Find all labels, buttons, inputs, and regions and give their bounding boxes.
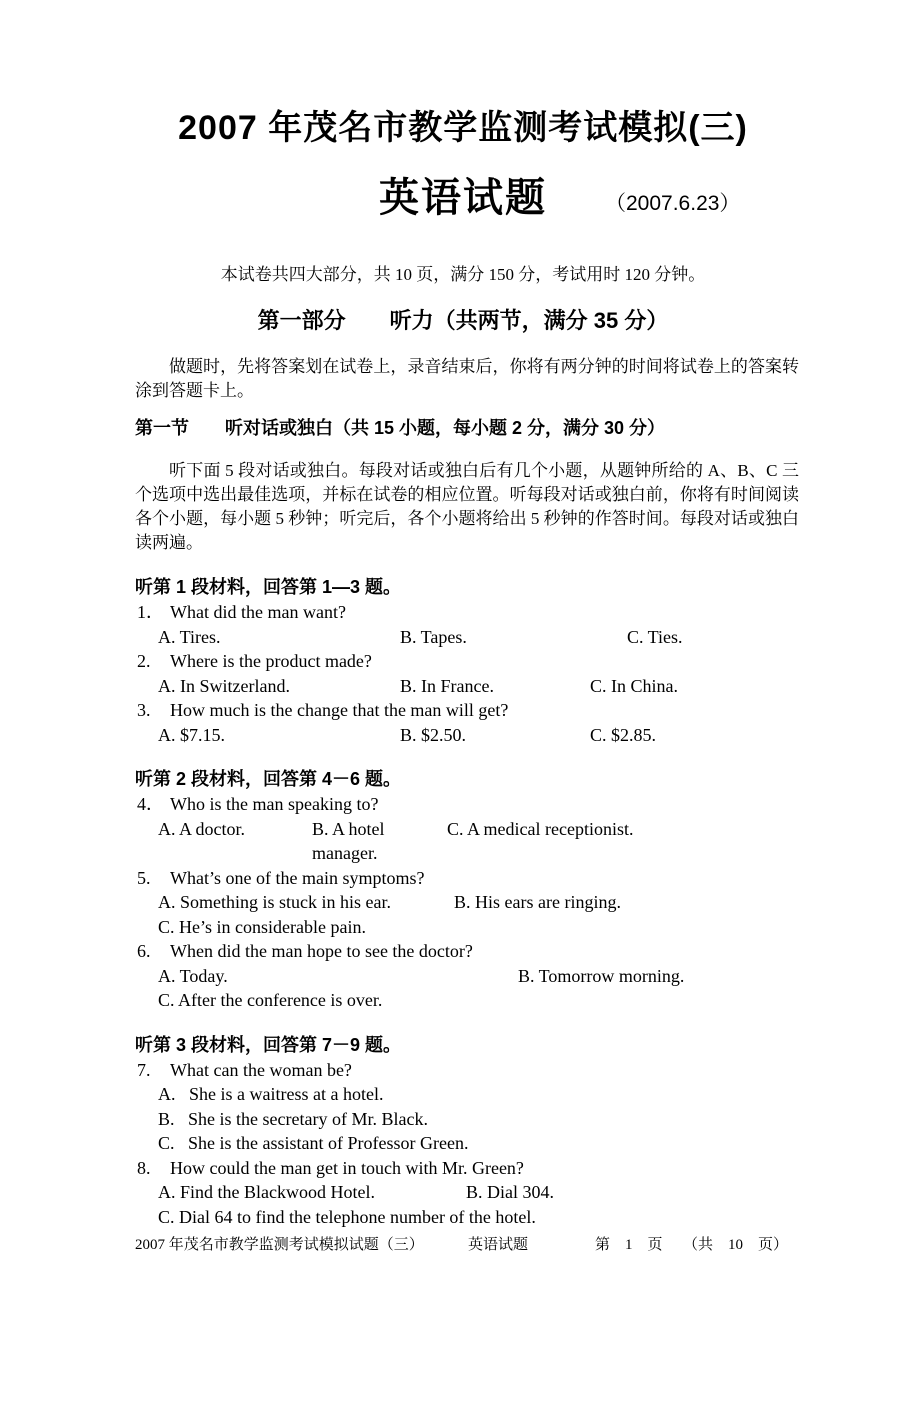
- option-item: A. Today.: [158, 965, 228, 986]
- option-item: C. Dial 64 to find the telephone number of the hotel.: [158, 1206, 536, 1227]
- option-item: A. A doctor.: [158, 818, 246, 839]
- question-row: [135, 792, 791, 817]
- option-item: A. Tires.: [158, 626, 221, 647]
- section1-instructions: 听下面 5 段对话或独白。每段对话或独白后有几个小题，从题钟所给的 A、B、C 三个选项中选出最佳选项，并标在试卷的相应位置。听每段对话或独白前，你将有时间阅读各个小题，每小题 5 秒钟；听完后，各个小题将给出 5 秒钟的作答时间。每段对话或独白读两遍。: [135, 461, 799, 553]
- material-group: [135, 574, 791, 747]
- question-text: How could the man get in touch with Mr. Green?: [170, 1157, 524, 1178]
- option-item: B. Tomorrow morning.: [518, 965, 685, 986]
- section1-heading: 第一节 听对话或独白（共 15 小题，每小题 2 分，满分 30 分）: [135, 418, 666, 439]
- option-row: [158, 890, 791, 915]
- option-item: C. $2.85.: [590, 724, 657, 745]
- option-item: B. His ears are ringing.: [454, 892, 621, 913]
- option-row: [158, 674, 791, 699]
- question-text: What did the man want?: [170, 602, 346, 623]
- exam-page: [0, 103, 920, 1405]
- option-row: [158, 817, 791, 866]
- question-row: [135, 866, 791, 891]
- question-number: 8.: [137, 1157, 151, 1178]
- option-row: [158, 964, 791, 989]
- question-text: Where is the product made?: [170, 651, 372, 672]
- exam-subtitle: 英语试题: [379, 176, 547, 220]
- part1-heading: 第一部分 听力（共两节，满分 35 分）: [257, 308, 669, 333]
- footer-page-number: 第 1 页: [595, 1237, 663, 1254]
- question-number: 7.: [137, 1059, 151, 1080]
- option-row: [158, 1180, 791, 1205]
- part1-instructions: 做题时，先将答案划在试卷上，录音结束后，你将有两分钟的时间将试卷上的答案转涂到答题卡上。: [135, 357, 799, 401]
- option-row: [158, 723, 791, 748]
- question-number: 3.: [137, 700, 151, 721]
- option-row: [158, 988, 791, 1013]
- option-item: C. Ties.: [627, 626, 683, 647]
- material-heading: 听第 2 段材料，回答第 4－6 题。: [135, 769, 402, 790]
- option-item: C. In China.: [590, 675, 678, 696]
- question-text: When did the man hope to see the doctor?: [170, 941, 473, 962]
- option-item: B. Dial 304.: [466, 1182, 554, 1203]
- material-group: [135, 1032, 791, 1230]
- option-row: [158, 1131, 791, 1156]
- question-text: What’s one of the main symptoms?: [170, 867, 425, 888]
- question-row: [135, 649, 791, 674]
- option-row: [158, 1205, 791, 1230]
- question-row: [135, 1058, 791, 1083]
- option-item: C. A medical receptionist.: [447, 818, 634, 839]
- question-number: 1．: [137, 602, 164, 623]
- question-text: Who is the man speaking to?: [170, 794, 379, 815]
- option-item: C. She is the assistant of Professor Green.: [158, 1133, 469, 1154]
- question-number: 5.: [137, 867, 151, 888]
- footer-page-total: （共 10 页）: [683, 1237, 789, 1254]
- option-item: A. Something is stuck in his ear.: [158, 892, 391, 913]
- option-item: C. He’s in considerable pain.: [158, 916, 366, 937]
- option-row: [158, 1107, 791, 1132]
- question-number: 6.: [137, 941, 151, 962]
- question-row: [135, 600, 791, 625]
- footer-subject: 英语试题: [468, 1237, 529, 1254]
- option-item: C. After the conference is over.: [158, 990, 383, 1011]
- option-item: A. Find the Blackwood Hotel.: [158, 1182, 375, 1203]
- page-content: [135, 103, 799, 1256]
- material-group: [135, 766, 791, 1013]
- option-item: A. She is a waitress at a hotel.: [158, 1084, 384, 1105]
- questions-container: [135, 574, 791, 1229]
- option-item: A. In Switzerland.: [158, 675, 290, 696]
- material-heading: 听第 3 段材料，回答第 7－9 题。: [135, 1034, 402, 1055]
- question-row: [135, 698, 791, 723]
- material-heading: 听第 1 段材料，回答第 1—3 题。: [135, 577, 402, 598]
- option-item: B. Tapes.: [400, 626, 467, 647]
- option-item: B. In France.: [400, 675, 494, 696]
- option-item: B. A hotel manager.: [312, 818, 390, 864]
- option-item: A. $7.15.: [158, 724, 225, 745]
- footer-doc-title: 2007 年茂名市教学监测考试模拟试题（三）: [135, 1237, 424, 1254]
- question-number: 4．: [137, 794, 164, 815]
- page-footer: [135, 1234, 791, 1256]
- question-row: [135, 939, 791, 964]
- option-row: [158, 625, 791, 650]
- subtitle-row: [135, 171, 791, 225]
- option-row: [158, 1082, 791, 1107]
- exam-summary: 本试卷共四大部分，共 10 页，满分 150 分，考试用时 120 分钟。: [220, 265, 706, 284]
- question-row: [135, 1156, 791, 1181]
- option-item: B. $2.50.: [400, 724, 467, 745]
- question-text: How much is the change that the man will get?: [170, 700, 509, 721]
- question-number: 2.: [137, 651, 151, 672]
- exam-date: （2007.6.23）: [605, 192, 741, 215]
- option-row: [158, 915, 791, 940]
- question-text: What can the woman be?: [170, 1059, 352, 1080]
- option-item: B. She is the secretary of Mr. Black.: [158, 1108, 428, 1129]
- page-title: 2007 年茂名市教学监测考试模拟(三): [178, 109, 748, 147]
